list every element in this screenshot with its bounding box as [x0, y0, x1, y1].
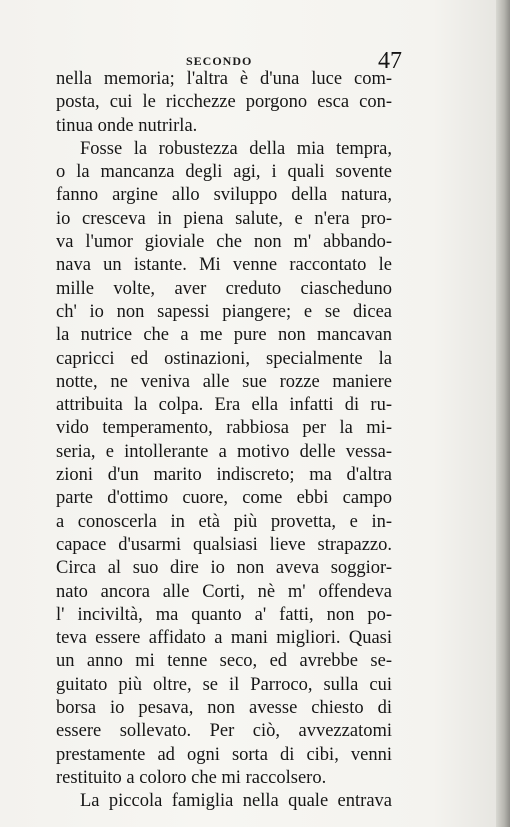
text-line: nato ancora alle Corti, nè m' offendeva [56, 581, 392, 602]
page-gutter-shadow [496, 0, 510, 827]
text-line: mille volte, aver creduto ciascheduno [56, 278, 392, 299]
text-line: nella memoria; l'altra è d'una luce com- [56, 69, 392, 89]
text-line: Fosse la robustezza della mia tempra, [80, 138, 392, 159]
text-line: guitato più oltre, se il Parroco, sulla cui [56, 674, 392, 695]
text-line: zioni d'un marito indiscreto; ma d'altra [56, 465, 392, 486]
text-line: La piccola famiglia nella quale entrava [80, 791, 392, 812]
text-line: l' inciviltà, ma quanto a' fatti, non po- [56, 604, 392, 625]
text-line: nava un istante. Mi venne raccontato le [56, 255, 392, 276]
running-head: SECONDO [186, 54, 253, 68]
text-line: capace d'usarmi qualsiasi lieve strapazzo. [56, 534, 392, 555]
text-line: posta, cui le ricchezze porgono esca con- [56, 92, 392, 113]
text-line: capricci ed ostinazioni, specialmente la [56, 348, 392, 369]
text-line: io cresceva in piena salute, e n'era pro- [56, 208, 392, 229]
text-line: un anno mi tenne seco, ed avrebbe se- [56, 651, 392, 672]
text-line: Circa al suo dire io non aveva soggior- [56, 558, 392, 579]
text-line: tinua onde nutrirla. [56, 115, 198, 136]
text-line: teva essere affidato a mani migliori. Quasi [56, 628, 392, 649]
text-line: a conoscerla in età più provetta, e in- [56, 511, 392, 532]
text-line: la nutrice che a me pure non mancavan [56, 325, 392, 346]
text-line: o la mancanza degli agi, i quali sovente [56, 162, 392, 183]
text-line: notte, ne veniva alle sue rozze maniere [56, 371, 392, 392]
text-line: parte d'ottimo cuore, come ebbi campo [56, 488, 392, 509]
text-line: borsa io pesava, non avesse chiesto di [56, 698, 392, 719]
text-line: fanno argine allo sviluppo della natura, [56, 185, 392, 206]
page-number: 47 [378, 48, 402, 74]
text-line: va l'umor gioviale che non m' abbando- [56, 232, 392, 253]
text-line: vido temperamento, rabbiosa per la mi- [56, 418, 392, 439]
body-text [56, 68, 392, 814]
text-line: attribuita la colpa. Era ella infatti di ru- [56, 395, 392, 416]
text-line: restituito a coloro che mi raccolsero. [56, 767, 327, 788]
text-line: prestamente ad ogni sorta di cibi, venni [56, 744, 392, 765]
text-line: seria, e intollerante a motivo delle vessa- [56, 441, 392, 462]
text-line: essere sollevato. Per ciò, avvezzatomi [56, 721, 392, 742]
text-line: ch' io non sapessi piangere; e se dicea [56, 301, 392, 322]
